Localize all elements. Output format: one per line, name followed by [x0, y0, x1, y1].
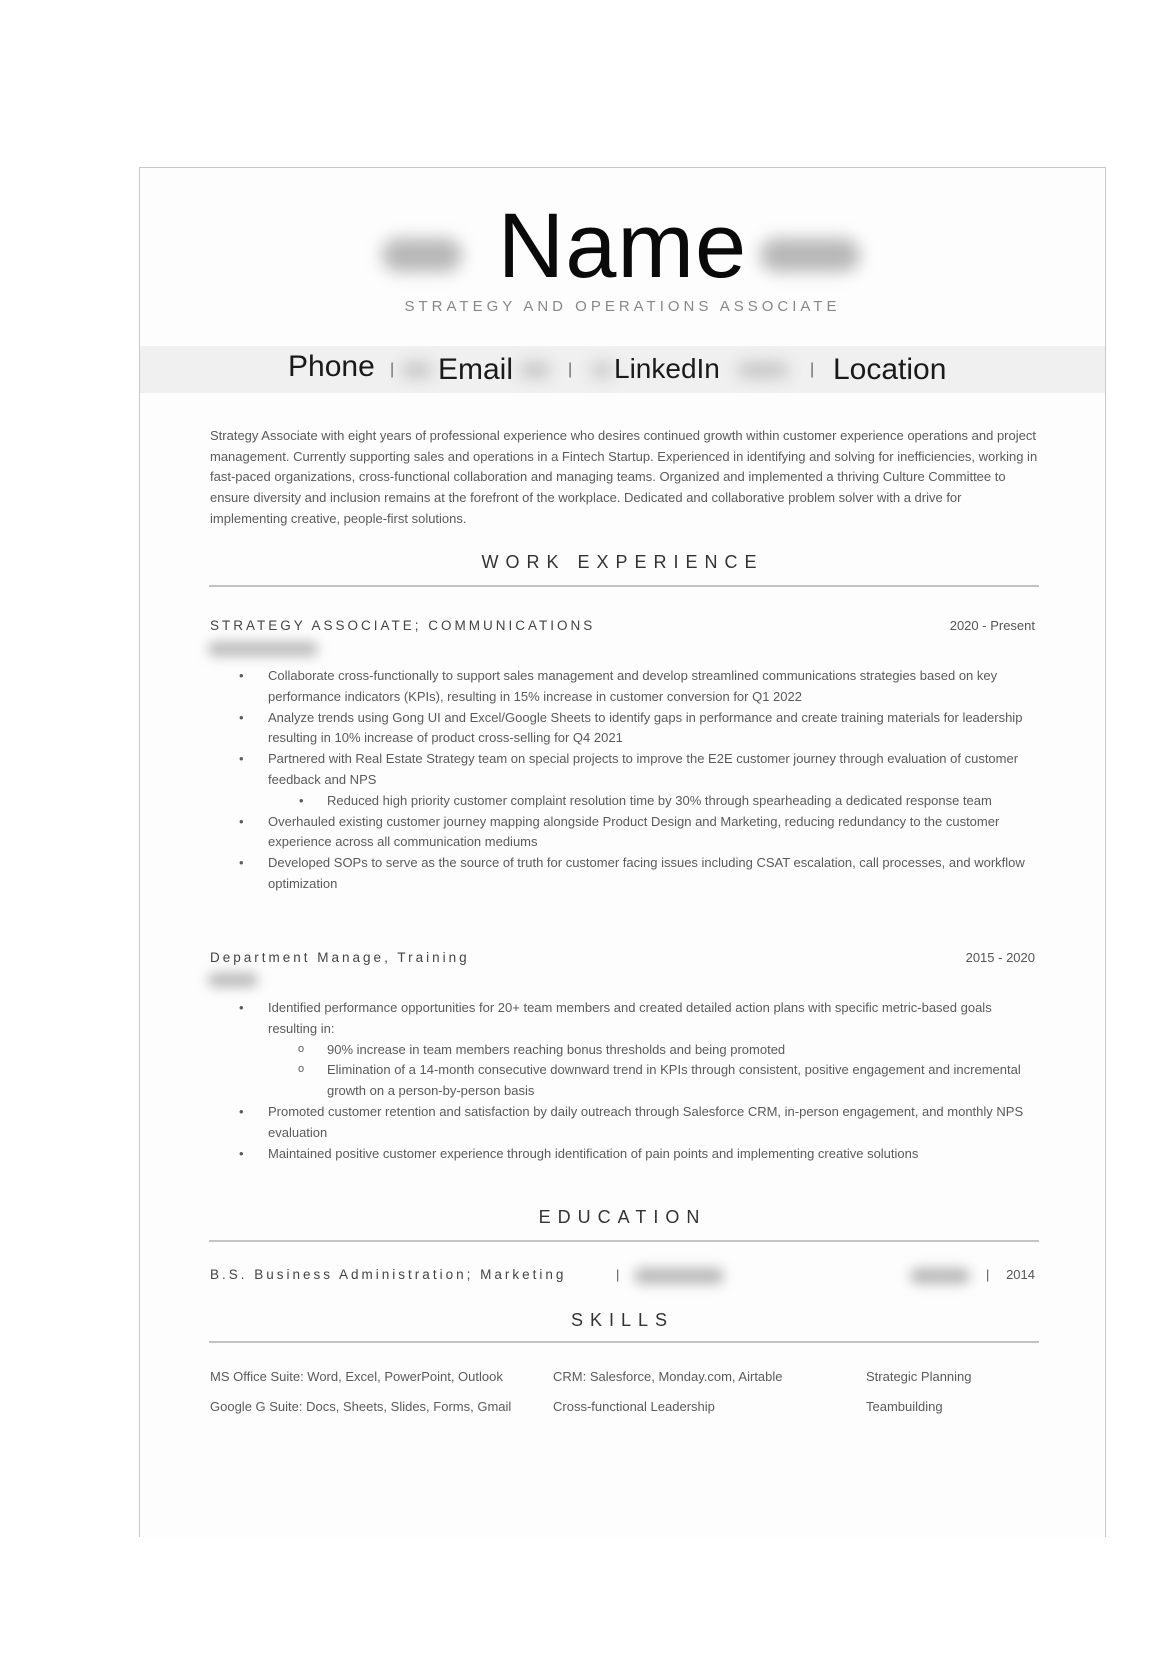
section-title-education: EDUCATION [538, 1207, 707, 1227]
redacted-email-right [520, 364, 550, 376]
list-item: • Maintained positive customer experience through identification of pain points and implementing creative solutions [210, 1144, 1040, 1165]
professional-summary: Strategy Associate with eight years of professional experience who desires continued growth within customer experience operations and project management. Currently supporting sales and operations in a Fintech Startup. Experienced in identifying and solving for inefficiencies, working in fast-paced organizations, cross-functional collaboration and managing teams. Organized and implemented a thriving Culture Committee to ensure diversity and inclusion remains at the forefront of the workplace. Dedicated and collaborative problem solver with a drive for implementing creative, people-first solutions. [210, 428, 1038, 526]
list-item: o 90% increase in team members reaching bonus thresholds and being promoted [210, 1040, 1040, 1061]
redacted-employer [208, 642, 318, 656]
list-item: • Partnered with Real Estate Strategy team on special projects to improve the E2E customer journey through evaluation of customer feedback and NPS [210, 749, 1040, 791]
list-item: • Reduced high priority customer complaint resolution time by 30% through spearheading a dedicated response team [210, 791, 1040, 812]
contact-email[interactable]: Email [438, 353, 514, 386]
skill-item: Google G Suite: Docs, Sheets, Slides, Forms, Gmail [210, 1399, 512, 1414]
job-title: STRATEGY ASSOCIATE; COMMUNICATIONS [210, 618, 596, 633]
redacted-school [634, 1268, 724, 1284]
list-item: o Elimination of a 14-month consecutive downward trend in KPIs through consistent, positive engagement and incremental growth on a person-by-person basis [210, 1060, 1040, 1102]
contact-phone[interactable]: Phone [288, 350, 375, 383]
job-bullets [210, 998, 1040, 1164]
contact-bar [140, 346, 1105, 393]
redacted-email-left [402, 364, 432, 376]
skill-item: CRM: Salesforce, Monday.com, Airtable [553, 1369, 783, 1384]
contact-linkedin[interactable]: LinkedIn [614, 353, 720, 384]
skill-item: Strategic Planning [866, 1369, 972, 1384]
section-title-skills: SKILLS [570, 1310, 675, 1330]
list-item: • Promoted customer retention and satisfaction by daily outreach through Salesforce CRM, in-person engagement, and monthly NPS evaluation [210, 1102, 1040, 1144]
contact-separator: | [810, 361, 815, 378]
redacted-linkedin-right [738, 364, 788, 376]
contact-location[interactable]: Location [833, 353, 947, 386]
list-item: • Analyze trends using Gong UI and Excel/Google Sheets to identify gaps in performance and create training materials for leadership resulting in 10% increase of product cross-selling for Q4 2021 [210, 708, 1040, 750]
education-separator: | [986, 1267, 990, 1282]
job-dates: 2015 - 2020 [965, 950, 1035, 965]
job-dates: 2020 - Present [949, 618, 1035, 633]
section-divider [209, 1341, 1039, 1343]
contact-separator: | [390, 361, 395, 378]
redacted-linkedin-left [592, 364, 612, 376]
contact-separator: | [568, 361, 573, 378]
job-bullets [210, 666, 1040, 895]
job-title: Department Manage, Training [210, 950, 470, 965]
skill-item: MS Office Suite: Word, Excel, PowerPoint, Outlook [210, 1369, 503, 1384]
list-item: • Developed SOPs to serve as the source of truth for customer facing issues including CSAT escalation, call processes, and workflow optimization [210, 853, 1040, 895]
redacted-location [910, 1268, 970, 1284]
degree: B.S. Business Administration; Marketing [210, 1267, 567, 1282]
list-item: • Collaborate cross-functionally to support sales management and develop streamlined communications strategies based on key performance indicators (KPIs), resulting in 15% increase in customer conversion for Q1 2022 [210, 666, 1040, 708]
skill-item: Cross-functional Leadership [553, 1399, 715, 1414]
section-divider [209, 1240, 1039, 1242]
section-divider [209, 585, 1039, 587]
list-item: • Identified performance opportunities for 20+ team members and created detailed action plans with specific metric-based goals resulting in: [210, 998, 1040, 1040]
candidate-headline: STRATEGY AND OPERATIONS ASSOCIATE [404, 298, 841, 315]
graduation-year: 2014 [1006, 1267, 1035, 1282]
skill-item: Teambuilding [866, 1399, 943, 1414]
section-title-work-experience: WORK EXPERIENCE [481, 552, 764, 572]
education-separator: | [616, 1267, 620, 1282]
resume-page [139, 167, 1106, 1537]
redacted-employer [208, 973, 258, 987]
candidate-name: Name [497, 195, 748, 297]
list-item: • Overhauled existing customer journey mapping alongside Product Design and Marketing, reducing redundancy to the customer experience across all communication mediums [210, 812, 1040, 854]
